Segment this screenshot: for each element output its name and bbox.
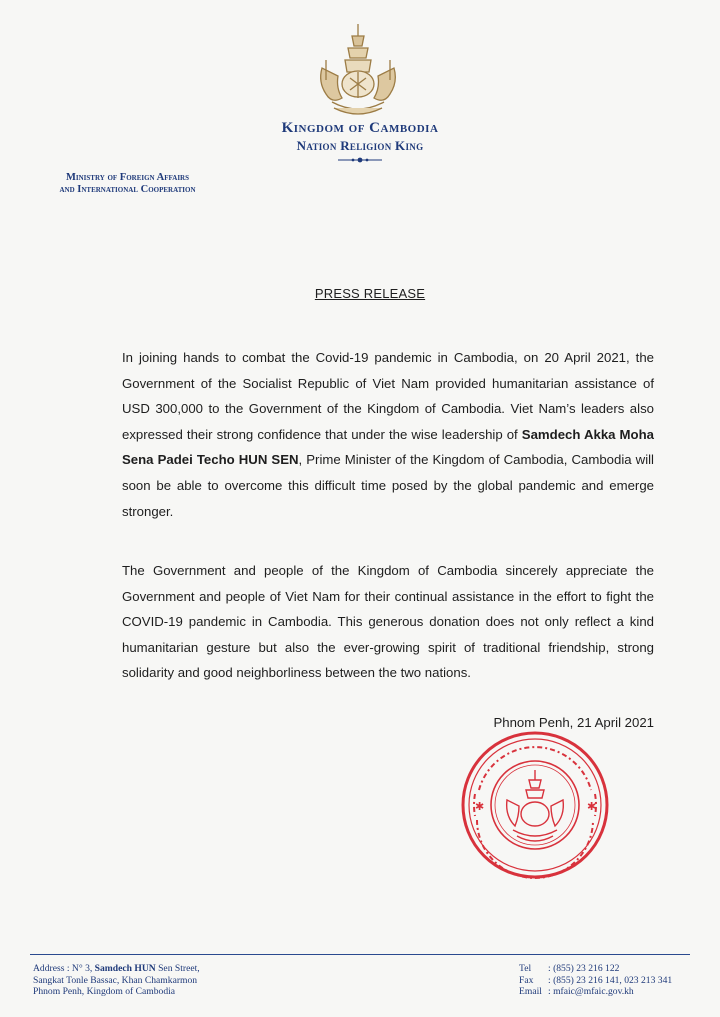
tel-label: Tel bbox=[519, 963, 532, 974]
royal-emblem-icon bbox=[312, 20, 404, 120]
ministry-line-2: and International Cooperation bbox=[59, 184, 196, 195]
email-label: Email bbox=[519, 986, 542, 998]
ministry-heading bbox=[20, 172, 235, 196]
address-label: Address : N° 3, bbox=[33, 963, 95, 974]
body-paragraph-2: The Government and people of the Kingdom of Cambodia sincerely appreciate the Government and people of Viet Nam for their continual assistance in the effort to fight the COVID-19 pandemic in Cambodia. This generous donation does not only reflect a kind humanitarian gesture but also the ever-growing spirit of traditional friendship, strong solidarity and good neighborliness between the two nations. bbox=[122, 563, 654, 681]
prime-minister-name: Samdech Akka Moha Sena Padei Techo HUN SEN bbox=[122, 426, 654, 468]
country-heading: Kingdom of Cambodia bbox=[281, 120, 439, 136]
address-street-bold: Samdech HUN bbox=[94, 963, 156, 974]
contact-email bbox=[519, 986, 709, 998]
footer-address bbox=[33, 963, 333, 998]
address-line-2: Sangkat Tonle Bassac, Khan Chamkarmon bbox=[33, 974, 198, 986]
ornament-divider-icon bbox=[336, 156, 384, 164]
fax-value: : (855) 23 216 141, 023 213 341 bbox=[548, 974, 673, 986]
footer-contact bbox=[519, 963, 709, 998]
tel-value: : (855) 23 216 122 bbox=[548, 963, 620, 974]
email-value[interactable]: : mfaic@mfaic.gov.kh bbox=[548, 986, 634, 998]
contact-fax bbox=[519, 975, 709, 987]
address-street-rest: Sen Street, bbox=[155, 963, 200, 974]
contact-tel bbox=[519, 963, 709, 975]
official-seal-stamp-icon bbox=[455, 730, 615, 880]
address-line-1 bbox=[33, 963, 333, 975]
national-motto: Nation Religion King bbox=[296, 138, 424, 153]
paragraph-1-text-a: In joining hands to combat the Covid-19 pandemic in Cambodia, on 20 April 2021, the Government of the Socialist Republic of Viet Nam provided humanitarian assistance of USD 300,000 to the Government of the Kingdom of Cambodia. Viet Nam’s leaders also expressed their strong confidence that under the wise leadership of bbox=[122, 350, 654, 442]
document-title: PRESS RELEASE bbox=[314, 286, 426, 301]
svg-text:✱: ✱ bbox=[475, 800, 485, 813]
address-line-3: Phnom Penh, Kingdom of Cambodia bbox=[33, 986, 176, 998]
fax-label: Fax bbox=[519, 974, 534, 986]
place-and-date: Phnom Penh, 21 April 2021 bbox=[493, 715, 654, 730]
paragraph-1-text-b: , Prime Minister of the Kingdom of Cambodia, Cambodia will soon be able to overcome this difficult time posed by the global pandemic and emerge stronger. bbox=[122, 452, 654, 519]
ministry-line-1: Ministry of Foreign Affairs bbox=[65, 172, 189, 183]
svg-text:✱: ✱ bbox=[587, 800, 597, 813]
footer-divider bbox=[30, 954, 690, 955]
body-paragraph-1 bbox=[122, 345, 654, 524]
